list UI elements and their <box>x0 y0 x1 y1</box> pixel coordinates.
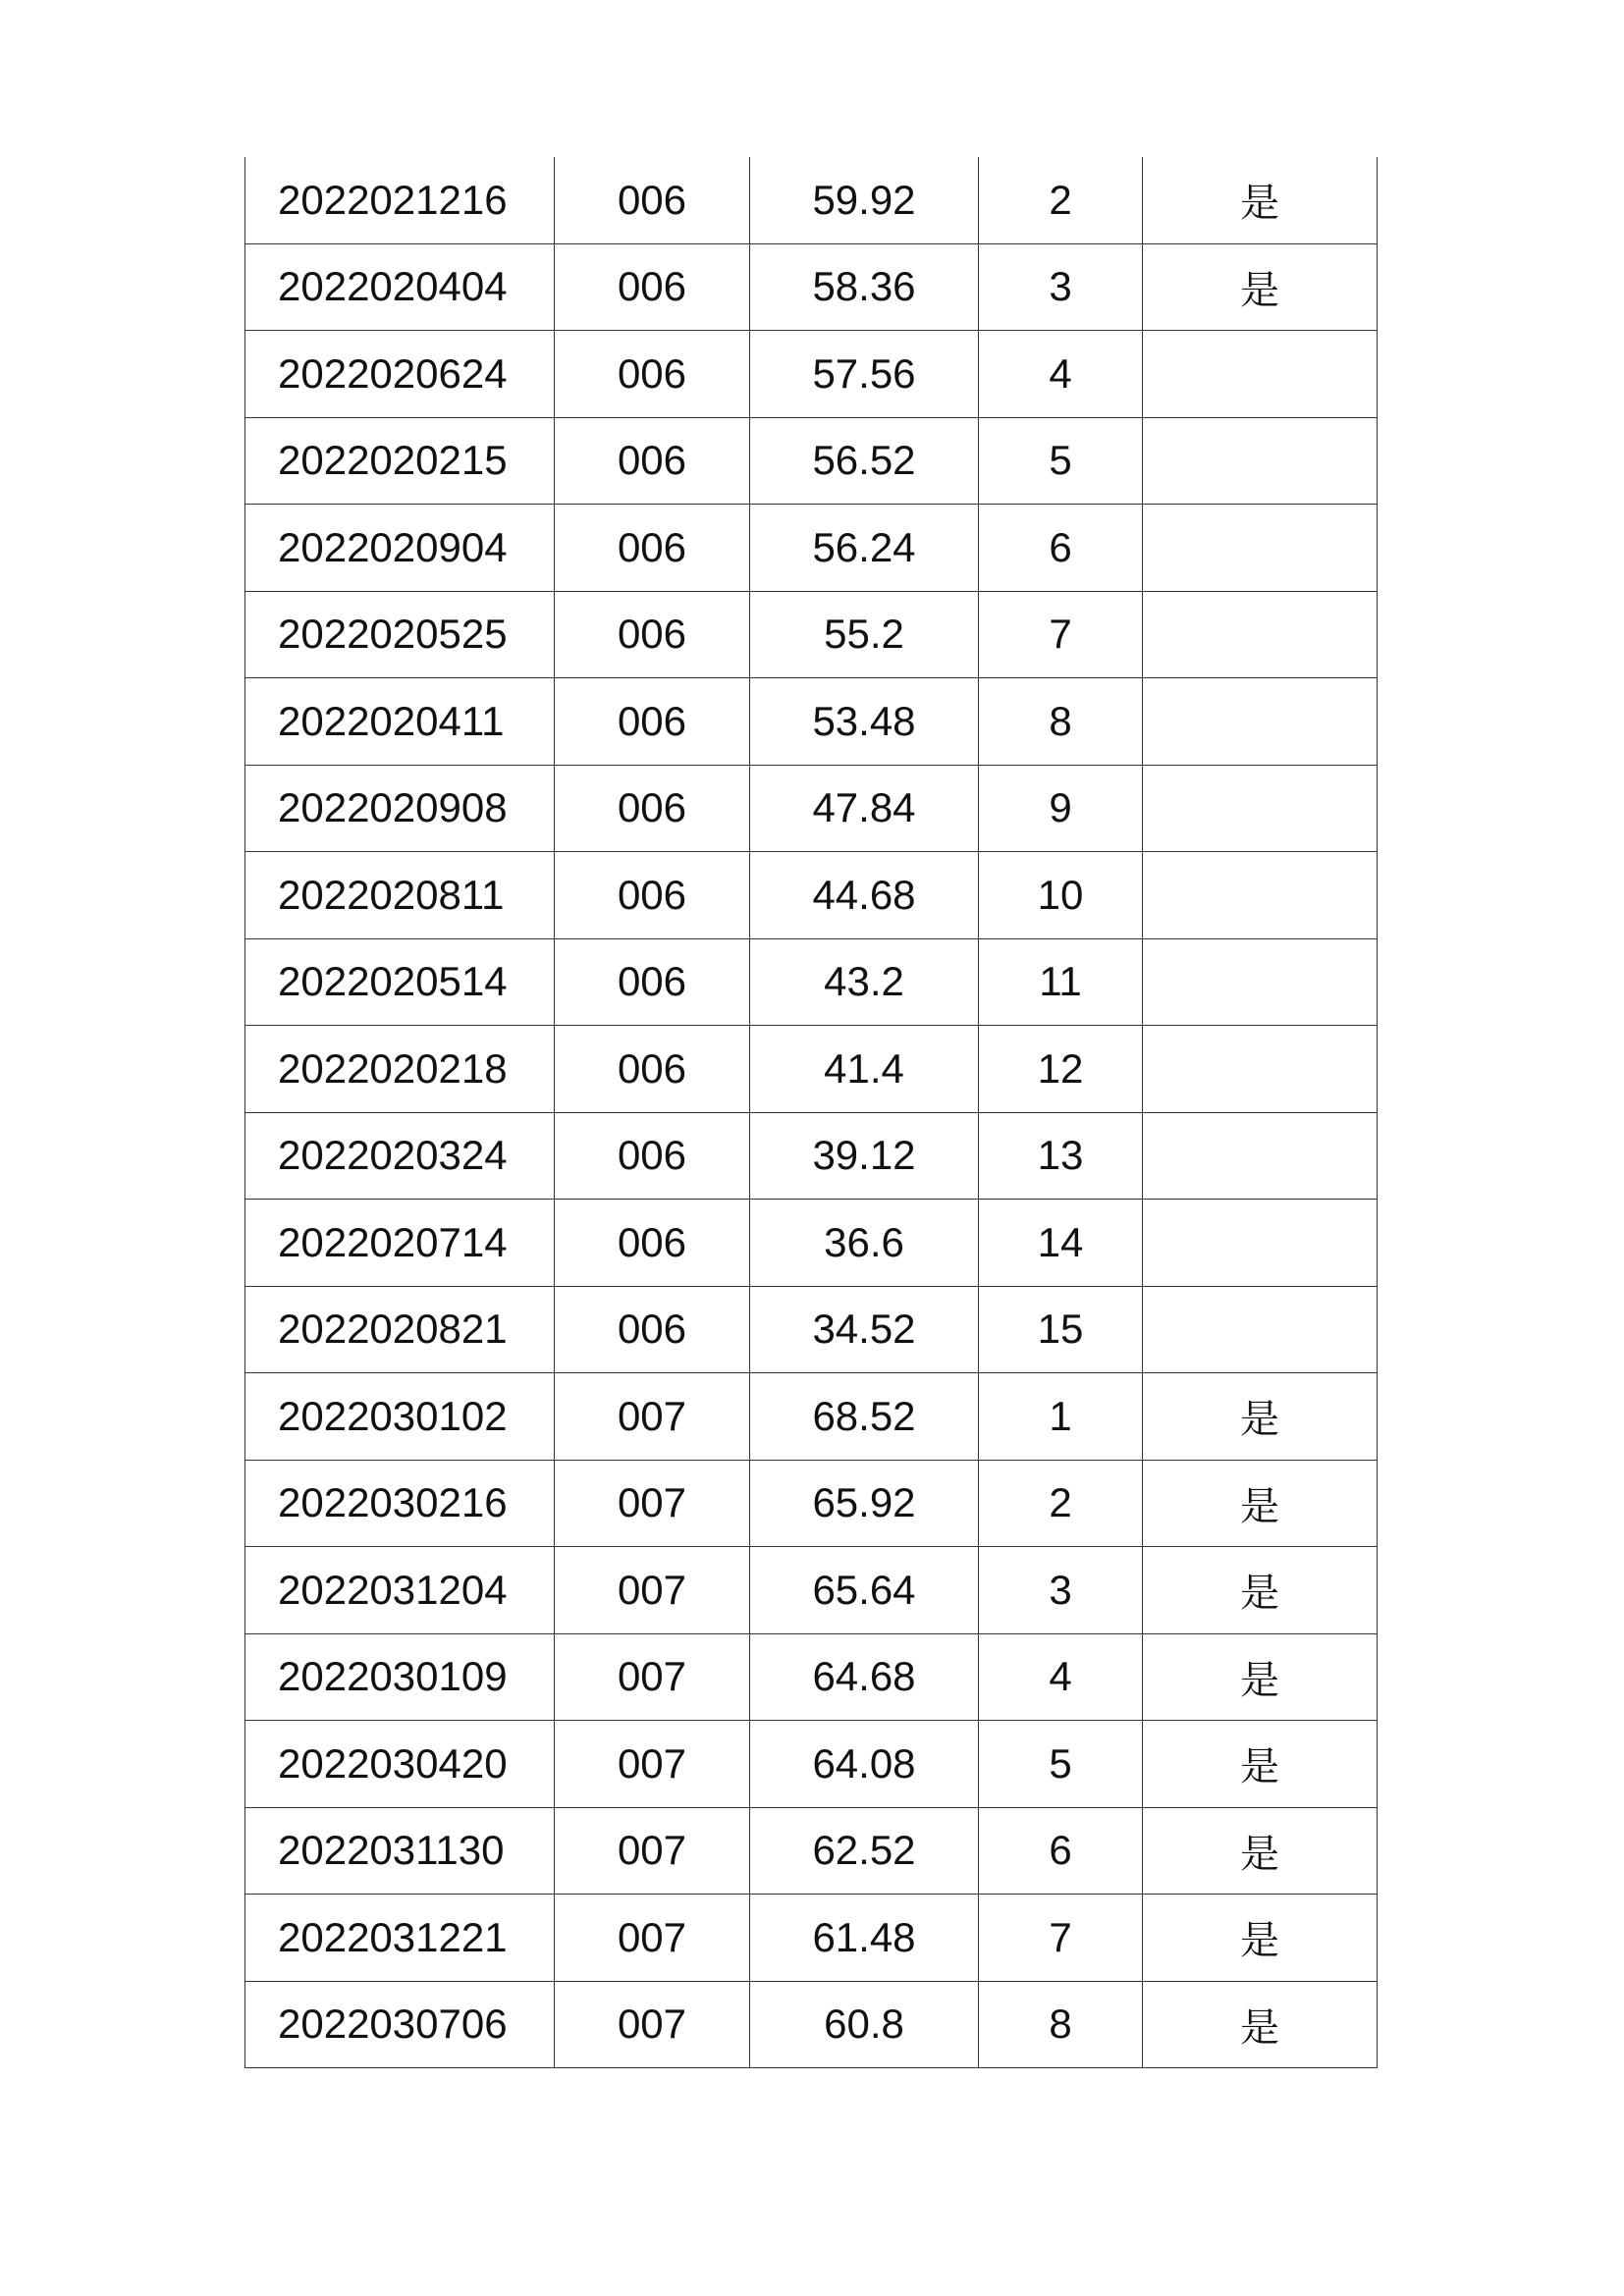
score-cell: 65.64 <box>750 1547 979 1634</box>
position-code-cell: 006 <box>555 331 750 418</box>
position-code-cell: 006 <box>555 157 750 243</box>
table-row <box>245 417 1378 505</box>
rank-cell: 13 <box>979 1112 1143 1200</box>
score-cell: 47.84 <box>750 765 979 852</box>
enter-review-cell <box>1143 417 1378 505</box>
score-cell: 59.92 <box>750 157 979 243</box>
position-code-cell: 006 <box>555 678 750 766</box>
position-code-cell: 006 <box>555 1026 750 1113</box>
enter-review-cell <box>1143 1026 1378 1113</box>
table-row <box>245 1981 1378 2068</box>
position-code-cell: 006 <box>555 852 750 939</box>
exam-id-cell: 2022020404 <box>245 243 555 331</box>
exam-id-cell: 2022030420 <box>245 1721 555 1808</box>
exam-id-cell: 2022030102 <box>245 1373 555 1461</box>
exam-id-cell: 2022031204 <box>245 1547 555 1634</box>
score-cell: 44.68 <box>750 852 979 939</box>
enter-review-cell: 是 <box>1143 1633 1378 1721</box>
enter-review-cell <box>1143 852 1378 939</box>
rank-cell: 3 <box>979 243 1143 331</box>
score-cell: 41.4 <box>750 1026 979 1113</box>
rank-cell: 12 <box>979 1026 1143 1113</box>
position-code-cell: 006 <box>555 243 750 331</box>
enter-review-cell: 是 <box>1143 1547 1378 1634</box>
score-cell: 60.8 <box>750 1981 979 2068</box>
enter-review-cell <box>1143 331 1378 418</box>
table-row <box>245 331 1378 418</box>
position-code-cell: 007 <box>555 1633 750 1721</box>
position-code-cell: 007 <box>555 1981 750 2068</box>
rank-cell: 11 <box>979 938 1143 1026</box>
exam-id-cell: 2022020624 <box>245 331 555 418</box>
enter-review-cell <box>1143 1112 1378 1200</box>
score-cell: 39.12 <box>750 1112 979 1200</box>
position-code-cell: 006 <box>555 591 750 678</box>
enter-review-cell: 是 <box>1143 1721 1378 1808</box>
position-code-cell: 007 <box>555 1807 750 1895</box>
rank-cell: 6 <box>979 505 1143 592</box>
exam-id-cell: 2022020411 <box>245 678 555 766</box>
table-row <box>245 157 1378 243</box>
score-cell: 34.52 <box>750 1286 979 1373</box>
table-row <box>245 1026 1378 1113</box>
score-cell: 53.48 <box>750 678 979 766</box>
rank-cell: 10 <box>979 852 1143 939</box>
enter-review-cell: 是 <box>1143 243 1378 331</box>
exam-id-cell: 2022020218 <box>245 1026 555 1113</box>
table-row <box>245 1373 1378 1461</box>
enter-review-cell: 是 <box>1143 1460 1378 1547</box>
score-table <box>244 157 1378 2068</box>
position-code-cell: 007 <box>555 1460 750 1547</box>
table-row <box>245 505 1378 592</box>
position-code-cell: 007 <box>555 1547 750 1634</box>
table-row <box>245 1895 1378 1982</box>
enter-review-cell <box>1143 938 1378 1026</box>
position-code-cell: 006 <box>555 1200 750 1287</box>
rank-cell: 2 <box>979 1460 1143 1547</box>
enter-review-cell <box>1143 1200 1378 1287</box>
enter-review-cell: 是 <box>1143 1807 1378 1895</box>
table-row <box>245 765 1378 852</box>
exam-id-cell: 2022030706 <box>245 1981 555 2068</box>
rank-cell: 8 <box>979 1981 1143 2068</box>
score-cell: 55.2 <box>750 591 979 678</box>
position-code-cell: 006 <box>555 1286 750 1373</box>
table-row <box>245 1286 1378 1373</box>
score-cell: 64.08 <box>750 1721 979 1808</box>
exam-id-cell: 2022020908 <box>245 765 555 852</box>
score-cell: 65.92 <box>750 1460 979 1547</box>
table-row <box>245 591 1378 678</box>
rank-cell: 5 <box>979 417 1143 505</box>
score-table-body <box>245 157 1378 2068</box>
rank-cell: 4 <box>979 331 1143 418</box>
score-cell: 43.2 <box>750 938 979 1026</box>
rank-cell: 8 <box>979 678 1143 766</box>
rank-cell: 9 <box>979 765 1143 852</box>
rank-cell: 1 <box>979 1373 1143 1461</box>
enter-review-cell: 是 <box>1143 1373 1378 1461</box>
rank-cell: 14 <box>979 1200 1143 1287</box>
position-code-cell: 007 <box>555 1895 750 1982</box>
exam-id-cell: 2022020324 <box>245 1112 555 1200</box>
rank-cell: 6 <box>979 1807 1143 1895</box>
exam-id-cell: 2022031130 <box>245 1807 555 1895</box>
rank-cell: 4 <box>979 1633 1143 1721</box>
enter-review-cell <box>1143 591 1378 678</box>
exam-id-cell: 2022020904 <box>245 505 555 592</box>
position-code-cell: 007 <box>555 1721 750 1808</box>
score-cell: 56.24 <box>750 505 979 592</box>
enter-review-cell <box>1143 505 1378 592</box>
exam-id-cell: 2022031221 <box>245 1895 555 1982</box>
enter-review-cell: 是 <box>1143 157 1378 243</box>
table-row <box>245 1721 1378 1808</box>
score-cell: 56.52 <box>750 417 979 505</box>
rank-cell: 15 <box>979 1286 1143 1373</box>
score-cell: 68.52 <box>750 1373 979 1461</box>
position-code-cell: 007 <box>555 1373 750 1461</box>
enter-review-cell: 是 <box>1143 1895 1378 1982</box>
exam-id-cell: 2022020514 <box>245 938 555 1026</box>
table-row <box>245 1633 1378 1721</box>
rank-cell: 7 <box>979 591 1143 678</box>
exam-id-cell: 2022020525 <box>245 591 555 678</box>
rank-cell: 2 <box>979 157 1143 243</box>
exam-id-cell: 2022021216 <box>245 157 555 243</box>
position-code-cell: 006 <box>555 1112 750 1200</box>
exam-id-cell: 2022020215 <box>245 417 555 505</box>
table-row <box>245 1547 1378 1634</box>
rank-cell: 7 <box>979 1895 1143 1982</box>
enter-review-cell <box>1143 1286 1378 1373</box>
position-code-cell: 006 <box>555 505 750 592</box>
table-row <box>245 1200 1378 1287</box>
score-cell: 58.36 <box>750 243 979 331</box>
table-row <box>245 1112 1378 1200</box>
table-row <box>245 1807 1378 1895</box>
enter-review-cell <box>1143 765 1378 852</box>
score-cell: 57.56 <box>750 331 979 418</box>
exam-id-cell: 2022030109 <box>245 1633 555 1721</box>
table-row <box>245 938 1378 1026</box>
exam-id-cell: 2022020821 <box>245 1286 555 1373</box>
score-cell: 64.68 <box>750 1633 979 1721</box>
enter-review-cell: 是 <box>1143 1981 1378 2068</box>
score-cell: 61.48 <box>750 1895 979 1982</box>
score-cell: 62.52 <box>750 1807 979 1895</box>
position-code-cell: 006 <box>555 938 750 1026</box>
enter-review-cell <box>1143 678 1378 766</box>
position-code-cell: 006 <box>555 765 750 852</box>
table-row <box>245 678 1378 766</box>
table-row <box>245 243 1378 331</box>
exam-id-cell: 2022030216 <box>245 1460 555 1547</box>
exam-id-cell: 2022020714 <box>245 1200 555 1287</box>
score-cell: 36.6 <box>750 1200 979 1287</box>
rank-cell: 5 <box>979 1721 1143 1808</box>
table-row <box>245 1460 1378 1547</box>
table-row <box>245 852 1378 939</box>
position-code-cell: 006 <box>555 417 750 505</box>
rank-cell: 3 <box>979 1547 1143 1634</box>
exam-id-cell: 2022020811 <box>245 852 555 939</box>
